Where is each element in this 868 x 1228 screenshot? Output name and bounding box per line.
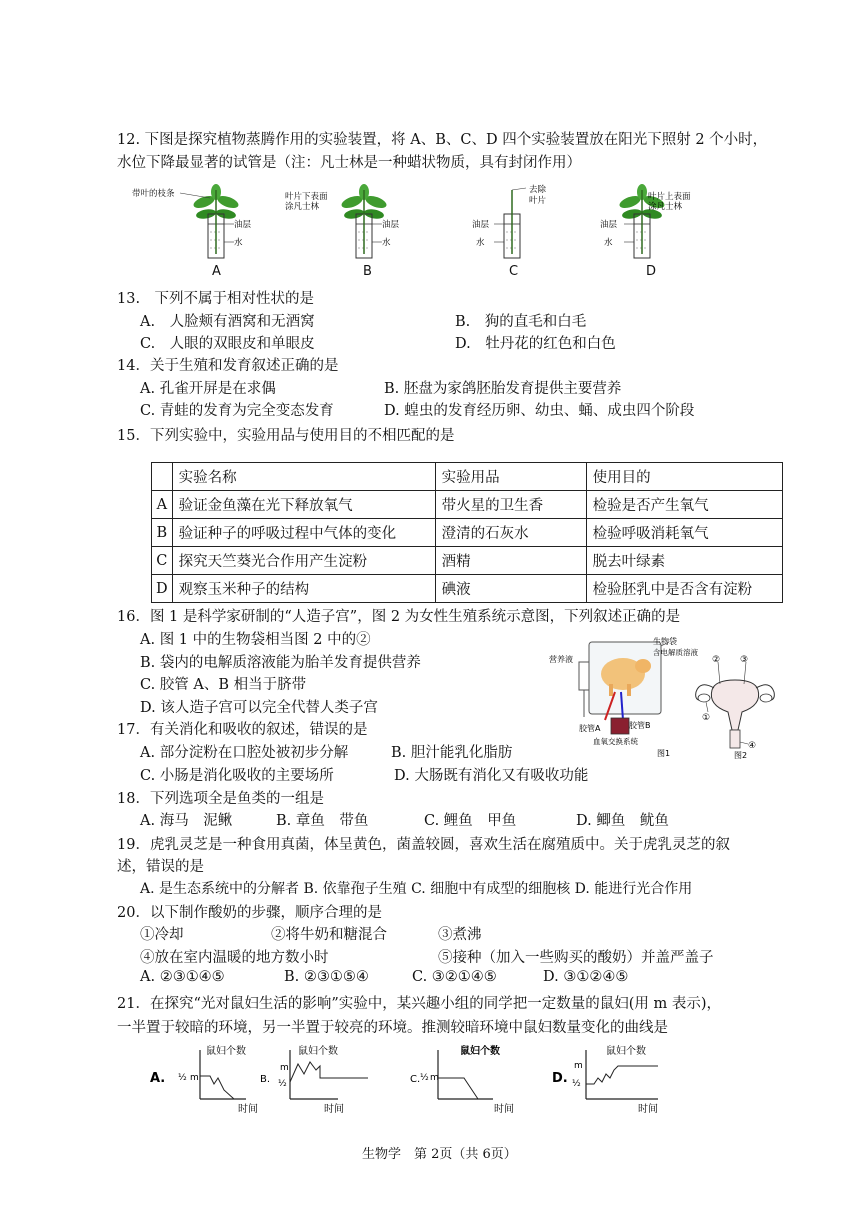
q21-letter-c: C. [410, 1074, 421, 1085]
q21-half-a: ½ [178, 1073, 187, 1083]
q12-c-water-label: 水 [476, 238, 485, 248]
q14-stem: 14．关于生殖和发育叙述正确的是 [117, 358, 339, 374]
table-cell: A [152, 491, 173, 519]
q21-ylabel-a: 鼠妇个数 [206, 1046, 246, 1057]
q14-option-b: B. 胚盘为家鸽胚胎发育提供主要营养 [384, 381, 622, 397]
table-header-cell: 使用目的 [586, 463, 782, 491]
q20-step-5: ⑤接种（加入一些购买的酸奶）并盖严盖子 [438, 950, 714, 966]
q21-m-c: m [430, 1073, 439, 1083]
q20-step-2: ②将牛奶和糖混合 [271, 927, 387, 943]
table-cell: 碘液 [435, 575, 586, 603]
q14-option-c: C. 青蛙的发育为完全变态发育 [140, 403, 334, 419]
table-row [152, 547, 783, 575]
q20-option-c: C. ③②①④⑤ [412, 969, 497, 985]
q20-stem: 20．以下制作酸奶的步骤，顺序合理的是 [117, 905, 382, 921]
table-cell: 酒精 [435, 547, 586, 575]
q13-stem: 13. 下列不属于相对性状的是 [117, 291, 315, 307]
q12-d-note2: 涂凡士林 [648, 202, 683, 212]
q21-letter-d: D. [552, 1071, 568, 1086]
q12-d-water-label: 水 [604, 238, 613, 248]
q12-fig-a-letter: A [212, 264, 221, 279]
q16-fig1-nutrient-label: 营养液 [549, 655, 573, 664]
q12-fig-b-letter: B [363, 264, 372, 279]
q17-option-c: C. 小肠是消化吸收的主要场所 [140, 768, 334, 784]
table-cell: 脱去叶绿素 [586, 547, 782, 575]
table-header-cell: 实验名称 [172, 463, 435, 491]
q21-half-d: ½ [572, 1079, 581, 1089]
q19-options: A. 是生态系统中的分解者 B. 依靠孢子生殖 C. 细胞中有成型的细胞核 D. 能进行光合作用 [140, 881, 693, 897]
q21-ylabel-b: 鼠妇个数 [298, 1046, 338, 1057]
q16-fig2-caption: 图2 [734, 751, 748, 760]
q12-fig-c-letter: C [509, 264, 519, 279]
q18-option-c: C. 鲤鱼 甲鱼 [424, 813, 517, 829]
table-cell: 带火星的卫生香 [435, 491, 586, 519]
q21-graph-a [150, 1044, 258, 1115]
q14-option-a: A. 孔雀开屏是在求偶 [140, 381, 276, 397]
table-cell: 检验胚乳中是否含有淀粉 [586, 575, 782, 603]
q17-option-a: A. 部分淀粉在口腔处被初步分解 [140, 745, 349, 761]
q12-a-oil-label: 油层 [234, 220, 252, 230]
q16-fig2-label-1: ① [702, 713, 711, 723]
q21-half-b: ½ [278, 1079, 287, 1089]
table-cell: 验证金鱼藻在光下释放氧气 [172, 491, 435, 519]
q12-apparatus-figure [120, 182, 691, 282]
q12-a-branch-note: 带叶的枝条 [132, 189, 175, 199]
q16-option-a: A. 图 1 中的生物袋相当图 2 中的② [140, 632, 371, 648]
table-row [152, 575, 783, 603]
q12-stem-line1: 12. 下图是探究植物蒸腾作用的实验装置，将 A、B、C、D 四个实验装置放在阳光下照射 2 个小时， [117, 132, 768, 148]
table-cell: C [152, 547, 173, 575]
q16-stem: 16．图 1 是科学家研制的“人造子宫”，图 2 为女性生殖系统示意图，下列叙述正确的是 [117, 609, 681, 625]
q20-option-d: D. ③①②④⑤ [543, 969, 629, 985]
q21-xlabel-a: 时间 [238, 1104, 258, 1115]
q13-option-a: A. 人脸颊有酒窝和无酒窝 [140, 314, 315, 330]
table-cell: 检验是否产生氧气 [586, 491, 782, 519]
q14-option-d: D. 蝗虫的发育经历卵、幼虫、蛹、成虫四个阶段 [384, 403, 695, 419]
table-cell: 验证种子的呼吸过程中气体的变化 [172, 519, 435, 547]
q21-graph-c [410, 1044, 514, 1115]
q16-fig1-tube-a-label: 胶管A [579, 724, 601, 733]
q20-step-1: ①冷却 [140, 927, 184, 943]
q17-stem: 17．有关消化和吸收的叙述，错误的是 [117, 722, 368, 738]
q16-fig2-label-4: ④ [748, 741, 757, 751]
q21-graph-d [552, 1044, 658, 1115]
q20-option-a: A. ②③①④⑤ [140, 969, 225, 985]
q16-fig1-tube-b-label: 胶管B [629, 721, 651, 730]
q20-step-3: ③煮沸 [438, 927, 482, 943]
q13-option-b: B. 狗的直毛和白毛 [455, 314, 587, 330]
q18-option-b: B. 章鱼 带鱼 [276, 813, 369, 829]
q21-stem-line1: 21．在探究“光对鼠妇生活的影响”实验中，某兴趣小组的同学把一定数量的鼠妇(用 m 表示)， [117, 996, 722, 1012]
q16-fig1-bag-label: 生物袋 [653, 637, 677, 646]
q16-option-d: D. 该人造子宫可以完全代替人类子宫 [140, 700, 378, 716]
q21-graph-b [260, 1044, 368, 1115]
q21-xlabel-b: 时间 [324, 1104, 344, 1115]
q21-xlabel-c: 时间 [494, 1104, 514, 1115]
q21-m-b: m [280, 1063, 289, 1073]
q19-stem-line2: 述，错误的是 [117, 859, 204, 875]
q17-option-d: D. 大肠既有消化又有吸收功能 [394, 768, 589, 784]
q21-letter-a: A. [150, 1071, 166, 1086]
q12-b-note2: 涂凡士林 [285, 202, 320, 212]
q21-ylabel-d: 鼠妇个数 [606, 1046, 646, 1057]
q20-step-4: ④放在室内温暖的地方数小时 [140, 950, 329, 966]
q21-graphs [148, 1044, 678, 1114]
q16-option-b: B. 袋内的电解质溶液能为胎羊发育提供营养 [140, 655, 421, 671]
q21-xlabel-d: 时间 [638, 1104, 658, 1115]
table-cell: 探究天竺葵光合作用产生淀粉 [172, 547, 435, 575]
table-cell: B [152, 519, 173, 547]
q13-option-d: D. 牡丹花的红色和白色 [455, 336, 616, 352]
q12-a-water-label: 水 [234, 238, 243, 248]
q12-c-note1: 去除 [529, 185, 547, 195]
q21-m-a: m [190, 1073, 199, 1083]
table-cell: D [152, 575, 173, 603]
q16-artificial-womb-figure [545, 632, 698, 760]
q18-option-d: D. 鲫鱼 鱿鱼 [576, 813, 669, 829]
q21-m-d: m [574, 1061, 583, 1071]
q15-experiment-table [151, 462, 783, 603]
table-header-row [152, 463, 783, 491]
q12-stem-line2: 水位下降最显著的试管是（注：凡士林是一种蜡状物质，具有封闭作用） [117, 155, 581, 171]
q12-d-oil-label: 油层 [600, 220, 618, 230]
q16-fig1-solution-label: 含电解质溶液 [653, 648, 698, 657]
table-row [152, 491, 783, 519]
table-cell: 澄清的石灰水 [435, 519, 586, 547]
q16-fig2-label-3: ③ [740, 655, 749, 665]
q21-ylabel-c: 鼠妇个数 [460, 1046, 500, 1057]
table-cell: 检验呼吸消耗氧气 [586, 519, 782, 547]
page-footer: 生物学 第 2页（共 6页） [362, 1147, 517, 1162]
q12-b-note1: 叶片下表面 [285, 192, 328, 202]
q12-d-note1: 叶片上表面 [648, 192, 691, 202]
q12-fig-d-letter: D [646, 264, 657, 279]
q15-stem: 15．下列实验中，实验用品与使用目的不相匹配的是 [117, 428, 455, 444]
q17-option-b: B. 胆汁能乳化脂肪 [391, 745, 513, 761]
q20-option-b: B. ②③①⑤④ [284, 969, 369, 985]
q16-fig1-caption: 图1 [657, 749, 671, 758]
q21-half-c: ½ [420, 1073, 429, 1083]
q16-fig2-label-2: ② [712, 655, 721, 665]
table-header-cell [152, 463, 173, 491]
q19-stem-line1: 19．虎乳灵芝是一种食用真菌，体呈黄色，菌盖较圆，喜欢生活在腐殖质中。关于虎乳灵芝的叙 [117, 837, 730, 853]
q21-stem-line2: 一半置于较暗的环境，另一半置于较亮的环境。推测较暗环境中鼠妇数量变化的曲线是 [117, 1020, 668, 1036]
table-cell: 观察玉米种子的结构 [172, 575, 435, 603]
q16-fig1-exchange-label: 血氧交换系统 [593, 737, 638, 746]
q18-stem: 18．下列选项全是鱼类的一组是 [117, 791, 324, 807]
q12-c-note2: 叶片 [529, 196, 547, 206]
q12-c-oil-label: 油层 [472, 220, 490, 230]
q13-option-c: C. 人眼的双眼皮和单眼皮 [140, 336, 315, 352]
q12-b-water-label: 水 [382, 238, 391, 248]
q21-letter-b: B. [260, 1074, 271, 1085]
q16-female-reproductive-figure [690, 650, 780, 760]
q16-option-c: C. 胶管 A、B 相当于脐带 [140, 677, 307, 693]
q12-b-oil-label: 油层 [382, 220, 400, 230]
table-row [152, 519, 783, 547]
table-header-cell: 实验用品 [435, 463, 586, 491]
q18-option-a: A. 海马 泥鳅 [140, 813, 233, 829]
